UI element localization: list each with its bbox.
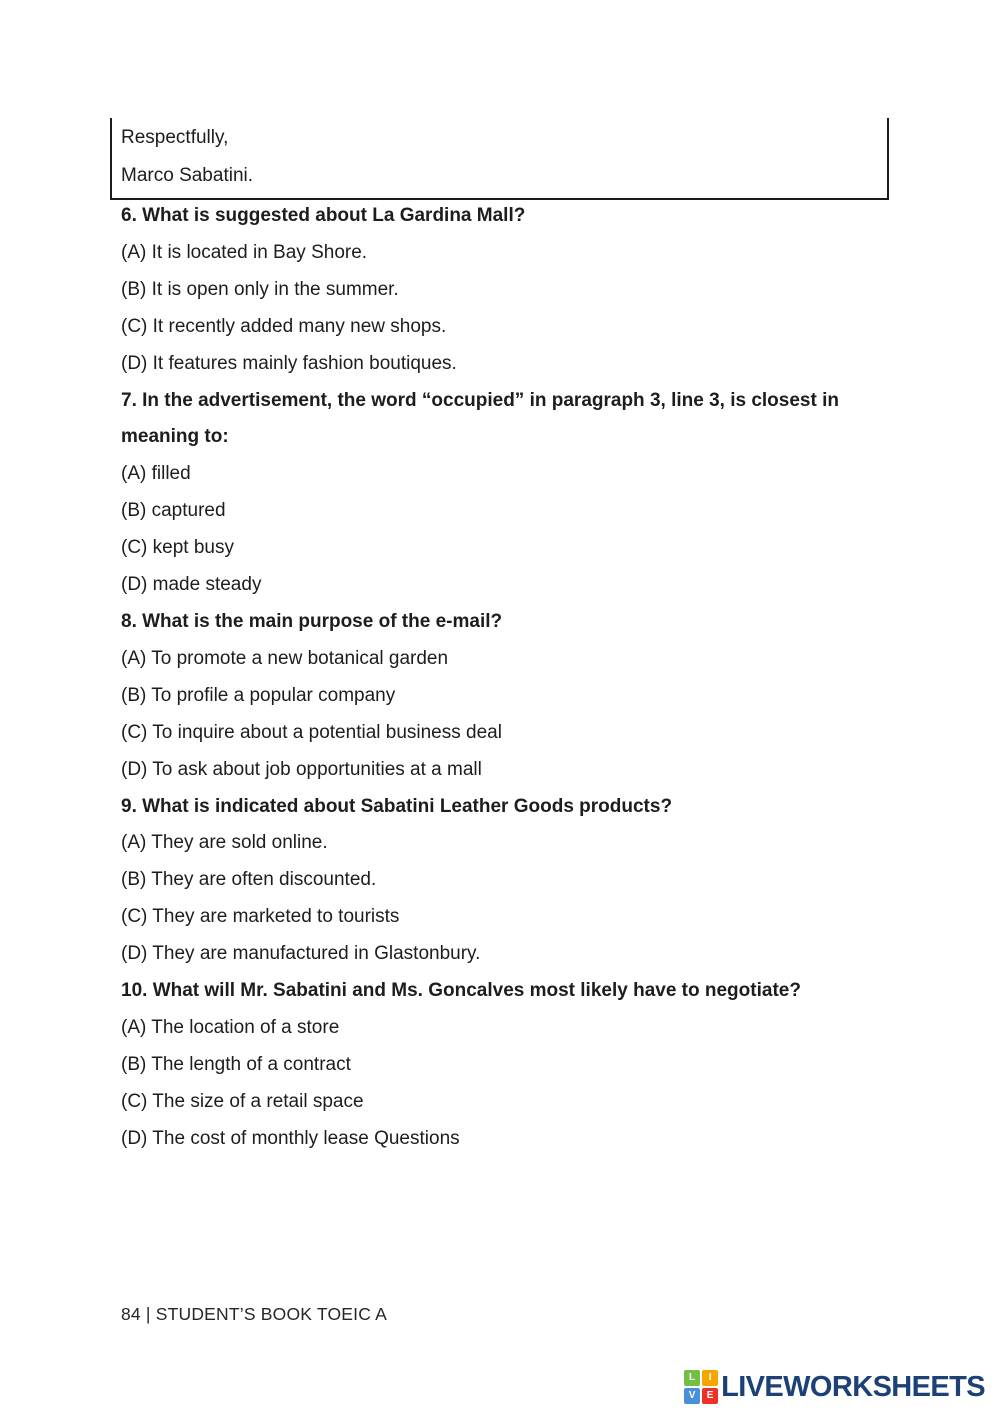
question-8-prompt: 8. What is the main purpose of the e-mail? [121,610,503,632]
signature-name: Marco Sabatini. [121,165,254,186]
question-7-option-a: (A) filled [121,463,191,485]
question-9-option-b: (B) They are often discounted. [121,869,377,891]
question-9-prompt: 9. What is indicated about Sabatini Leather Goods products? [121,795,673,817]
liveworksheets-tiles-icon [684,1370,718,1404]
signature-closing: Respectfully, [121,127,229,148]
question-7-option-d: (D) made steady [121,574,262,596]
question-10-prompt: 10. What will Mr. Sabatini and Ms. Goncalves most likely have to negotiate? [121,980,801,1002]
question-8-option-c: (C) To inquire about a potential business deal [121,721,502,743]
signature-box [110,118,889,200]
question-8-option-a: (A) To promote a new botanical garden [121,647,449,669]
question-10-option-d: (D) The cost of monthly lease Questions [121,1127,460,1149]
footer-page-label: 84 | STUDENT’S BOOK TOEIC A [121,1304,388,1324]
liveworksheets-wordmark: LIVEWORKSHEETS [721,1370,985,1403]
question-6-option-b: (B) It is open only in the summer. [121,278,399,300]
question-7-option-b: (B) captured [121,500,226,522]
logo-tile-e: E [702,1388,718,1404]
question-9-option-c: (C) They are marketed to tourists [121,906,400,928]
question-7-prompt: 7. In the advertisement, the word “occupied” in paragraph 3, line 3, is closest in meaning to: [121,389,839,448]
question-6-prompt: 6. What is suggested about La Gardina Mall? [121,205,526,226]
question-7 [121,383,889,604]
questions-section [121,198,889,1158]
question-6-option-c: (C) It recently added many new shops. [121,315,447,337]
question-6-option-d: (D) It features mainly fashion boutiques. [121,352,457,374]
question-10-option-a: (A) The location of a store [121,1016,340,1038]
question-9 [121,789,889,974]
question-8-option-b: (B) To profile a popular company [121,684,396,706]
question-10 [121,973,889,1158]
liveworksheets-logo[interactable] [684,1367,985,1407]
logo-tile-i: I [702,1370,718,1386]
question-9-option-a: (A) They are sold online. [121,832,328,854]
logo-tile-l: L [684,1370,700,1386]
question-6-option-a: (A) It is located in Bay Shore. [121,241,368,263]
question-6 [121,198,889,383]
question-8-option-d: (D) To ask about job opportunities at a mall [121,758,482,780]
question-8 [121,604,889,789]
question-10-option-b: (B) The length of a contract [121,1053,351,1075]
question-7-option-c: (C) kept busy [121,537,234,559]
logo-tile-v: V [684,1388,700,1404]
question-9-option-d: (D) They are manufactured in Glastonbury. [121,943,481,965]
question-10-option-c: (C) The size of a retail space [121,1090,364,1112]
